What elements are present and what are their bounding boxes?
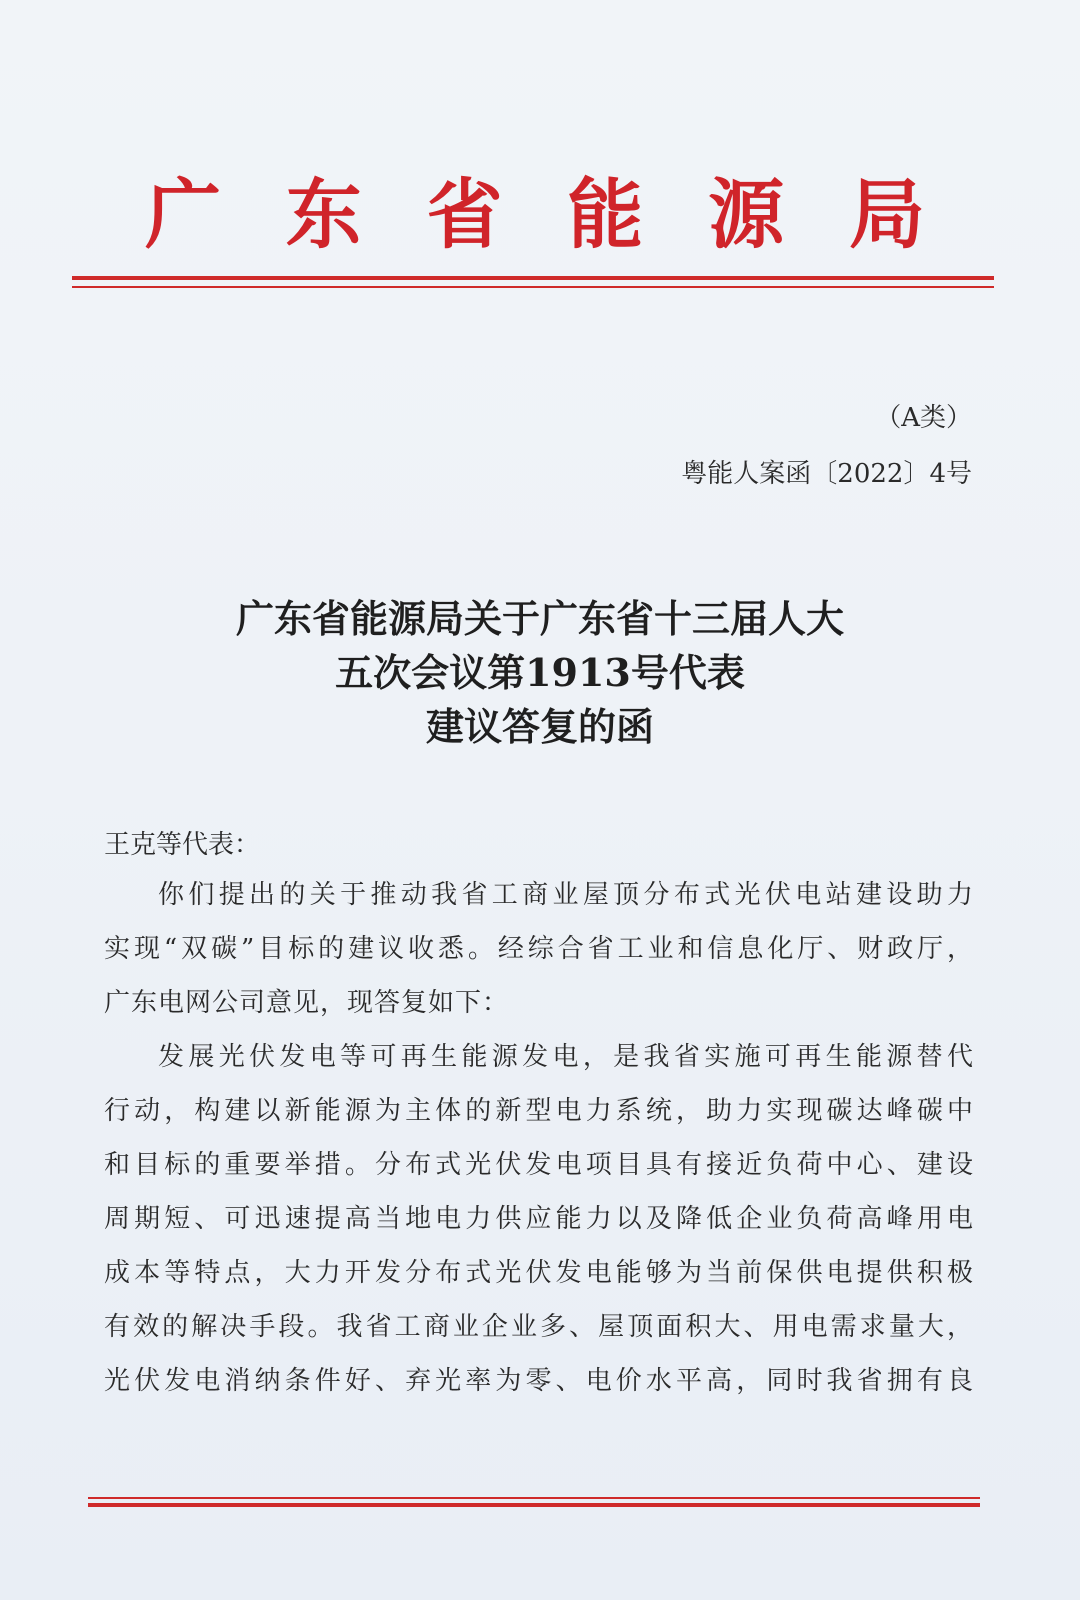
body-line: 实现“双碳”目标的建议收悉。经综合省工业和信息化厅、财政厅， [104, 934, 974, 964]
masthead-char: 能 [567, 170, 644, 259]
document-body [104, 868, 974, 1408]
masthead-char: 东 [285, 170, 362, 259]
salutation: 王克等代表： [104, 830, 261, 860]
title-line: 建议答复的函 [425, 704, 654, 749]
title-line: 广东省能源局关于广东省十三届人大 [235, 596, 844, 641]
body-line: 有效的解决手段。我省工商业企业多、屋顶面积大、用电需求量大， [104, 1312, 974, 1342]
body-line: 光伏发电消纳条件好、弃光率为零、电价水平高，同时我省拥有良 [104, 1366, 974, 1396]
document-title [120, 592, 960, 754]
body-line: 和目标的重要举措。分布式光伏发电项目具有接近负荷中心、建设 [104, 1150, 974, 1180]
body-line: 成本等特点，大力开发分布式光伏发电能够为当前保供电提供积极 [104, 1258, 974, 1288]
body-line: 周期短、可迅速提高当地电力供应能力以及降低企业负荷高峰用电 [104, 1204, 974, 1234]
masthead-rule-thick [72, 276, 994, 280]
body-line: 你们提出的关于推动我省工商业屋顶分布式光伏电站建设助力 [158, 880, 974, 910]
masthead [145, 170, 925, 260]
masthead-rule-thin [72, 286, 994, 288]
category-label: （A类） [875, 403, 972, 433]
body-line: 发展光伏发电等可再生能源发电，是我省实施可再生能源替代 [158, 1042, 974, 1072]
document-number: 粤能人案函〔2022〕4号 [681, 459, 972, 489]
masthead-char: 源 [708, 170, 785, 259]
body-line: 广东电网公司意见，现答复如下： [104, 988, 510, 1018]
footer-rule-thin [88, 1497, 980, 1499]
masthead-char: 广 [145, 170, 221, 259]
masthead-char: 省 [426, 170, 503, 259]
body-line: 行动，构建以新能源为主体的新型电力系统，助力实现碳达峰碳中 [104, 1096, 974, 1126]
document-meta [681, 390, 972, 502]
footer-rule-thick [88, 1503, 980, 1507]
title-line: 五次会议第1913号代表 [335, 650, 745, 695]
masthead-char: 局 [848, 170, 925, 259]
